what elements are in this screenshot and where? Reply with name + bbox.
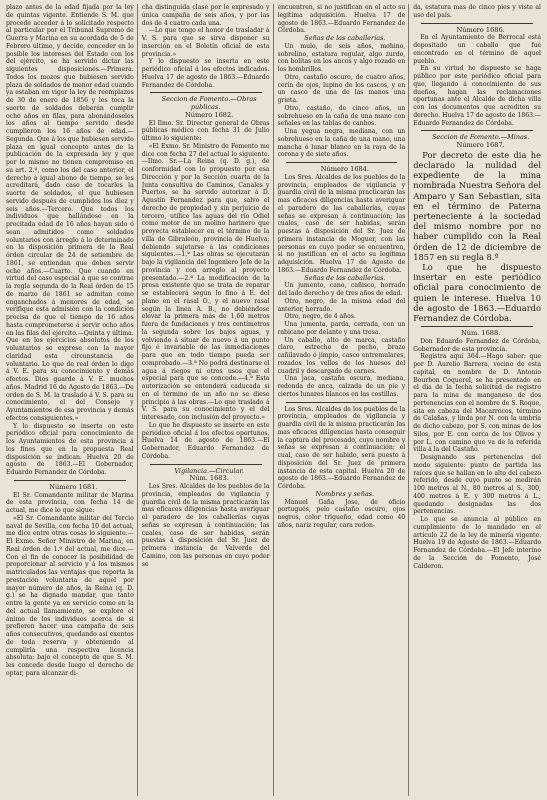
paragraph: Otro, castaño, de cinco años, un sobrehueso en la caña de una mano con señales en las tablas de canhos. [277,104,406,128]
section-heading: Seccion de Fomento.—Obras públicas. [161,95,257,111]
section-divider [421,130,533,131]
paragraph: Una yegua negra, mediana, con un sobrehueso en la caña de una mano, una mancha ó lunar blanco en la raya de la corona y de siete años. [277,128,406,159]
notice-number: Número 1682. [184,110,234,119]
section-heading: Vigilancia.—Circular. [174,466,244,475]
paragraph: da, estatura mas de cinco pies y viste al uso del país. [413,4,541,19]
paragraph: Don Eduardo Fernandez de Córdoba, Gobernador de esta provincia. [413,337,541,353]
paragraph: Otro, negro, de 4 años. [284,313,356,321]
paragraph: Y lo dispuesto se inserta en este periódico oficial para conocimiento de los Ayuntamientos de esta provincia á los fines que en la propuesta Real disposición se indican. Huelva 20 de agosto de 1863.—El Gobernador, Eduardo Fernandez de Córdoba. [6,422,134,476]
large-type-paragraph: Por decreto de este dia he declarado la nulidad del expediente de la mina nombrada Nuestra Señora del Amparo y San Sebastian, sita en el término de Paterna perteneciente á la sociedad del mismo nombre por no haber cumplido con la Real órden de 12 de diciembre de 1857 en su regla 8.ª [413,149,541,262]
large-type-block [413,262,541,323]
paragraph: plazo antes de la edad fijada por la ley de quintas vigente. Entiende S. M. que procede acceder á lo solicitado respecto al particular por el Tribunal Supremo de Guerra y Marina en su acordada de 5 de Febrero último, y decide, conceder en lo posible los intereses del Estado con los del ejército, se ha servido dictar las siguientes disposiciones.—Primera. Todos los mozos que hubiesen servido plaza de soldados de menor edad cuando ya estaban en vigor la ley de reemplazos de 30 de enero de 1856 y les toca la suerte de soldados deberán cumplir ocho años en filas, para abonándoseles los años al tiempo servido desde cumplieron los 16 años de edad.—Segunda. Que á los que hubiesen servido plaza en igual concepto antes de la publicación de la expresada ley y que por lo mismo no tienen compromiso en su art. 2.º, como los del caso anterior, el derecho á igual abono de tiempo, se les acreditará, dado caso de tocarles la suerte de soldados, el que hubiesen servido después de cumplidos los diez y seis años.—Tercero. Que todos los individuos que hallándose en la precitada edad de 16 años hayan sido ó sean admitidos como soldados voluntarios con arreglo á lo determinado en la disposición primera de la Real órden circular de 24 de setiembre de 1861, se entiendan que deben servir ocho años.—Cuarto. Que cuando en virtud del caso especial á que se contrae la regla segunda de la Real órden de 15 de marzo de 1861 se admitan como enganchados á menores de edad, se verifique esta admisión con la condición precisa de que el tiempo de 16 años hasta comprometerse á servir ocho años en las filas del ejército.—Quinta y última. Que en los ejercicios absolutos de los voluntarios se exprese con la mayor claridad esta circunstancia de voluntario. Lo que de real órden lo digo á V. E. para su conocimiento y demás efectos. Dios guarde á V. E. muchos años. Madrid 16 de Agosto de 1863.—De orden de S. M. la traslado á V. S. para su conocimiento, el del Consejo y Ayuntamientos de esa provincia y demás efectos consiguientes.» [6,4,134,422]
column-1 [6,4,138,796]
column-3 [278,4,410,796]
section-heading: Señas de las caballerías. [304,34,386,42]
section-divider [150,92,262,93]
paragraph: Lo que se anuncia al público en cumplimiento de lo mandado en el artículo 22 de la ley de minería vigente. Huelva 19 de Agosto de 1863.—Eduardo Fernandez de Córdoba.—El Jefe interino de la Sección de Fomento, José Calderon. [413,516,541,570]
section-divider [150,464,262,465]
paragraph: —Lo que tengo el honor de trasladar á V. S. para que se sirva disponer su inserción en el Boletín oficial de esta provincia.» [141,27,270,58]
notice-number: Número 1686. [456,25,505,34]
large-type-block [413,150,541,262]
paragraph: Designando sus pertenencias del modo siguiente: punto de partida las raíces que se hallan en lo alto del cabezo referido, desde cuyo punto se medirán 100 metros al N., 80 metros al S., 300, 400 metros á E. y 300 metros á L., quedando designadas las dos pertenencias. [413,454,541,516]
paragraph: encuentren, si no justifican en el acto su legítima adquisición. Huelva 17 de agosto de 1863.—Eduardo Fernandez de Córdoba. [277,4,406,35]
notice-number: Número 1687. [456,141,505,149]
column-2 [142,4,274,796]
column-4 [413,4,541,796]
paragraph: Una jaca, castaña oscura, mediana, redonda de anca, calzada de un pie y ciertos lunares blancos en las costillas. [277,375,406,398]
paragraph: Manuel Gaña Jose, de oficio portugués, pelo castaño oscuro, ojos negros, color trigueño, edad como 40 años, nariz regular, cara redon- [277,498,406,529]
section-divider [14,480,126,481]
paragraph: Otro, negro, de la misma edad del anterior, herrado. [277,297,406,313]
paragraph: El Sr. Comandante militar de Marina de esta provincia, con fecha 14 de actual, me dice lo que sigue: [6,491,134,514]
paragraph: Y lo dispuesto se inserta en este periódico oficial á los efectos indicados. Huelva 17 de agosto de 1863.—Eduardo Fernandez de Córdoba. [141,58,270,89]
section-heading: Señas de las caballerías. [304,273,386,282]
paragraph: Una jumenta, parda, cerrada, con un rabicano por delante y una trosa. [277,321,406,336]
paragraph: En el Ayuntamiento de Berrocal está depositado un caballo que fué encontrado en el término de aquel pueblo. [413,34,541,65]
paragraph: Lo que he dispuesto se inserte en este periódico oficial á los efectos oportunos. Huelva 14 de agosto de 1863.—El Gobernador, Eduardo Fernandez de Córdoba. [141,421,270,460]
notice-number: Núm. 1683. [189,474,229,483]
paragraph: Un caballo, alto de marca, castaño claro, estrecho de pecho, brazo cañilavado ó jímpio, casco entremulares, rozados los vellos de los huesos del cuadril y descargado de carnes. [277,336,406,375]
notice-number: Número 1681. [49,482,98,491]
paragraph: El Ilmo. Sr. Director general de Obras públicas médico con fecha 31 de Julio último lo siguiente: [141,119,270,142]
section-heading: Seccion de Fomento.—Minas. [431,133,530,142]
section-divider [421,23,533,24]
paragraph: Los Sres. Alcaldes de los pueblos de la provincia, empleados de vigilancia y guardia civil de la misma practicarán las mas eficaces diligencias hasta conseguir la captura del procesado, cuyo nombre y señas se expresan á continuación; el cual, caso de ser habido, será puesto á disposición del Sr. Juez de primera instancia de esta capital. Huelva 20 de agosto de 1863.—Eduardo Fernandez de Córdoba. [277,405,406,490]
paragraph: En su virtud he dispuesto se haga público por este periódico oficial para que, llegando á conocimiento de sus dueños, hagan las reclamaciones oportunas ante el Alcalde de dicha villa con los documentos que acrediten su derecho. Huelva 17 de agosto de 1863.—Eduardo Fernandez de Córdoba. [413,65,541,127]
notice-number: Número 1684. [320,165,369,173]
large-type-paragraph: Lo que he dispuesto insertar en este periódico oficial para conocimiento de quien le interese. Huelva 10 de agosto de 1863.—Eduardo Fernandez de Córdoba. [413,261,541,323]
section-heading: Nombres y señas. [315,489,375,498]
paragraph: Los Sres. Alcaldes de los pueblos de la provincia, empleados de vigilancia y guardia civil de la misma practicarán las mas eficaces diligencias hasta averiguar el paradero de las caballerías, cuyas señas se expresan á continuación; las cuales, caso de ser habidas, serán puestas á disposición del Sr. Juez de primera instancia de Moguer, con las personas en cuyo poder se encuentren, si no justifican en el acto su legítima adquisición. Huelva 17 de Agosto de 1863.—Eduardo Fernandez de Córdoba. [277,173,406,274]
paragraph: Registra aquí 364.—Hago saber: que por D. Aurelio Barrera, vecino de esta capital, en nombre de D. Antonio Bourbon Coquerel, se ha presentado en el dia de la fecha solicitud de registro para la mina de manganeso de dos pertenencias con el nombre de S. Roque, sita en cabeza del Macarrocos, término de Calañas, y linda por N. con la umbría de dicho cabezo, por S. con minas de los Silos, por E. con cerca de los Olivos y por L. con camino que va de la referida villa á la del Castaño. [413,353,541,454]
notice-number: Núm. 1688. [460,329,501,338]
paragraph: «El Sr. Comandante militar del Tercio naval de Sevilla, con fecha 10 del actual, me dice entre otras cosas lo siguiente.—El Exmo. Señor Ministro de Marina, en Real órden de 1.º del actual, me dice.—Con el fin de conocer la posibilidad de proporcionar al servicio y á los mismos matriculados las ventajas que reporta la prestación voluntaria de aquel por mayor número de años, la Reina (q. D. g.) se ha dignado mandar, que tanto entre la gente ya en servicio como en la del actual llamamiento, se explore el ánimo de los individuos acerca de si prefieren hacer una campaña de seis años consecutivos, quedando así exentos de toda reserva y obteniendo al cumplirla una respectiva licencia absoluta; bajo el concepto de que S. M. les concede desde luego el derecho de optar, para alcanzar di- [6,514,134,677]
section-divider [286,162,398,163]
section-divider [286,402,398,403]
paragraph: Un mulo, de seis años, mohino, sobrelino, estatura regular, algo zurdo, con bolitas en los ancos y algo rozado en los hombrillos. [277,42,406,73]
section-divider [421,326,533,327]
paragraph: cha distinguida clase por le expresado y única campaña de seis años, y por las dos de 4 cuatro cada una. [141,4,270,27]
paragraph: Un jumento, cano, cañisco, horrado del lado derecho y de tres años de edad. [277,282,406,297]
paragraph: Los Sres. Alcaldes de los pueblos de la provincia, empleados de vigilancia y guardia civil de la misma practicarán las mas eficaces diligencias hasta averiguar el paradero de los caballerías cuyas señas se expresan á continuación; las cuales, caso de ser habidas, serán puestas á disposición del Sr. Juez de primera instancia de Valverde del Camino, con las personas en cuyo poder se [141,483,270,568]
paragraph: Otro, castaño oscuro, de cuatro años, cerín de ojos, lupino de los cascos, y en un casco de una de las manos una grieta. [277,73,406,104]
paragraph: «El Exmo. Sr. Ministro de Fomento me dice con fecha 27 del actual lo siguiente.—Ilmo. Sr.—La Reina (q. D. g.), de conformidad con lo propuesto por esa Dirección y por la Sección cuarta de la Junta consultiva de Caminos, Canales y Puertos, se ha servido autorizar á D. Agustín Fernandez para que, salvo el derecho de propiedad y sin perjuicio de tercero, utilice las aguas del río Odiel como motor de un molino harinero que proyecta establecer en el término de la villa de Gibraleón, provincia de Huelva; debiendo sujetarse á las condiciones siguientes.—1.ª Las obras se ejecutarán bajo la vigilancia del Ingeniero Jefe de la provincia y con arreglo al proyecto presentado.—2.ª La modificación de la presa existente que se trata de reparar se establecerá según lo fino á E. del plano en el rasal O., y el nuevo rasal según la linea A. B., no debiéndose elevar la primera más de 1,60 metros fuera de fundaciones y tres centímetros la segunda sobre los bajos aguas, y volviendo á situar de nuevo á un punto fijo é invariable de las inmediaciones para que en todo tiempo pueda ser comprobado.—3.ª No podrá destinarse el agua á riegos ni otros usos que el especial para que se concede.—4.ª Esta autorización se entenderá caducada si en el término de un año no se diese principio á las obras.—Lo que traslado á V. S. para su conocimiento y el del interesado, con inclusión del proyecto.» [141,142,270,421]
